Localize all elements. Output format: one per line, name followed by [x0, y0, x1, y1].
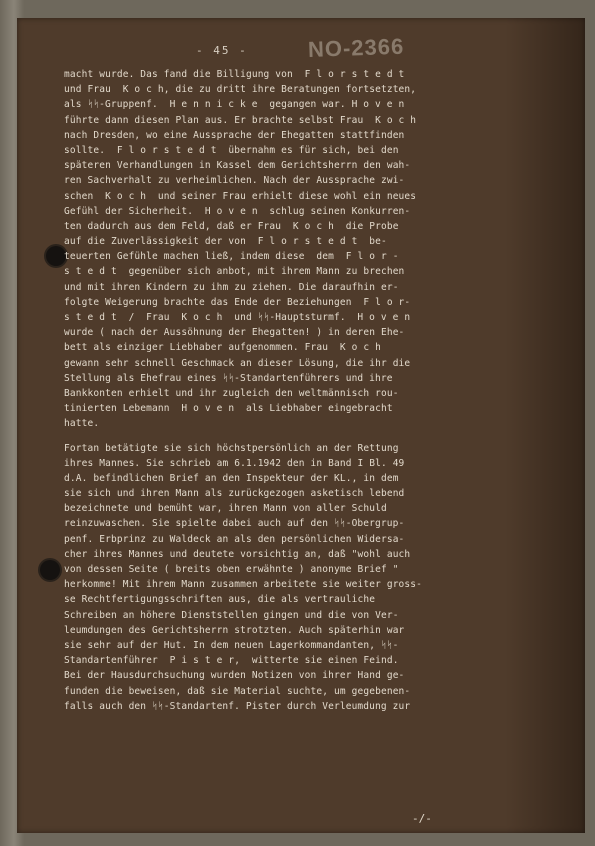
- text-line: Fortan betätigte sie sich höchstpersönlich an der Rettung: [64, 442, 399, 454]
- text-line: s t e d t gegenüber sich anbot, mit ihrem Mann zu brechen: [64, 266, 405, 278]
- text-line: sie sehr auf der Hut. In dem neuen Lagerkommandanten, ᛋᛋ-: [64, 639, 399, 651]
- text-line: reinzuwaschen. Sie spielte dabei auch auf den ᛋᛋ-Obergrup-: [64, 518, 405, 530]
- text-line: falls auch den ᛋᛋ-Standartenf. Pister durch Verleumdung zur: [64, 700, 411, 712]
- text-line: d.A. befindlichen Brief an den Inspekteur der KL., in dem: [64, 472, 399, 484]
- text-line: teuerten Gefühle machen ließ, indem diese dem F l o r -: [64, 251, 399, 263]
- text-line: ihres Mannes. Sie schrieb am 6.1.1942 den in Band I Bl. 49: [64, 457, 405, 469]
- text-line: Gefühl der Sicherheit. H o v e n schlug seinen Konkurren-: [64, 205, 411, 217]
- text-line: se Rechtfertigungsschriften aus, die als vertrauliche: [64, 594, 376, 606]
- text-line: bett als einziger Liebhaber aufgenommen. Frau K o c h: [64, 342, 381, 354]
- document-body: [64, 67, 502, 714]
- text-line: auf die Zuverlässigkeit der von F l o r s t e d t be-: [64, 236, 387, 248]
- paragraph-gap: [64, 432, 502, 441]
- archive-stamp: NO-2366: [307, 33, 405, 62]
- text-line: funden die beweisen, daß sie Material suchte, um gegebenen-: [64, 685, 411, 697]
- text-line: Bankkonten erhielt und ihr zugleich den weltmännisch rou-: [64, 387, 399, 399]
- text-line: Bei der Hausdurchsuchung wurden Notizen von ihrer Hand ge-: [64, 670, 405, 682]
- text-line: und mit ihren Kindern zu ihm zu ziehen. Die daraufhin er-: [64, 281, 399, 293]
- text-line: ten dadurch aus dem Feld, daß er Frau K o c h die Probe: [64, 220, 399, 232]
- text-line: ren Sachverhalt zu verheimlichen. Nach der Aussprache zwi-: [64, 175, 405, 187]
- text-line: Schreiben an höhere Dienststellen gingen und die von Ver-: [64, 609, 399, 621]
- text-line: führte dann diesen Plan aus. Er brachte selbst Frau K o c h: [64, 114, 417, 126]
- text-line: schen K o c h und seiner Frau erhielt diese wohl ein neues: [64, 190, 417, 202]
- text-line: tinierten Lebemann H o v e n als Liebhaber eingebracht: [64, 403, 393, 415]
- text-line: Standartenführer P i s t e r, witterte sie einen Feind.: [64, 655, 399, 667]
- text-line: cher ihres Mannes und deutete vorsichtig an, daß "wohl auch: [64, 548, 411, 560]
- text-line: Stellung als Ehefrau eines ᛋᛋ-Standartenführers und ihre: [64, 372, 393, 384]
- text-line: herkomme! Mit ihrem Mann zusammen arbeitete sie weiter gross-: [64, 579, 423, 591]
- text-line: leumdungen des Gerichtsherrn strotzten. Auch späterhin war: [64, 624, 405, 636]
- page-number: - 45 -: [196, 44, 248, 57]
- text-line: wurde ( nach der Aussöhnung der Ehegatten! ) in deren Ehe-: [64, 327, 405, 339]
- text-line: als ᛋᛋ-Gruppenf. H e n n i c k e gegangen war. H o v e n: [64, 99, 405, 111]
- page-shadow: [505, 18, 585, 833]
- text-line: nach Dresden, wo eine Aussprache der Ehegatten stattfinden: [64, 129, 405, 141]
- text-line: bezeichnete und bemüht war, ihren Mann von aller Schuld: [64, 503, 387, 515]
- text-line: sollte. F l o r s t e d t übernahm es für sich, bei den: [64, 144, 399, 156]
- punch-hole-bottom: [40, 560, 60, 580]
- text-line: penf. Erbprinz zu Waldeck an als den persönlichen Widersa-: [64, 533, 405, 545]
- continuation-mark: -/-: [412, 812, 432, 825]
- text-line: späteren Verhandlungen in Kassel dem Gerichtsherrn den wah-: [64, 160, 411, 172]
- text-line: gewann sehr schnell Geschmack an dieser Lösung, die ihr die: [64, 357, 411, 369]
- text-line: und Frau K o c h, die zu dritt ihre Beratungen fortsetzten,: [64, 84, 417, 96]
- text-line: hatte.: [64, 418, 100, 430]
- text-line: folgte Weigerung brachte das Ende der Beziehungen F l o r-: [64, 296, 411, 308]
- text-line: s t e d t / Frau K o c h und ᛋᛋ-Hauptsturmf. H o v e n: [64, 312, 411, 323]
- text-line: macht wurde. Das fand die Billigung von F l o r s t e d t: [64, 69, 405, 80]
- text-line: von dessen Seite ( breits oben erwähnte ) anonyme Brief ": [64, 564, 399, 575]
- punch-hole-top: [46, 246, 66, 266]
- text-line: sie sich und ihren Mann als zurückgezogen asketisch lebend: [64, 488, 405, 500]
